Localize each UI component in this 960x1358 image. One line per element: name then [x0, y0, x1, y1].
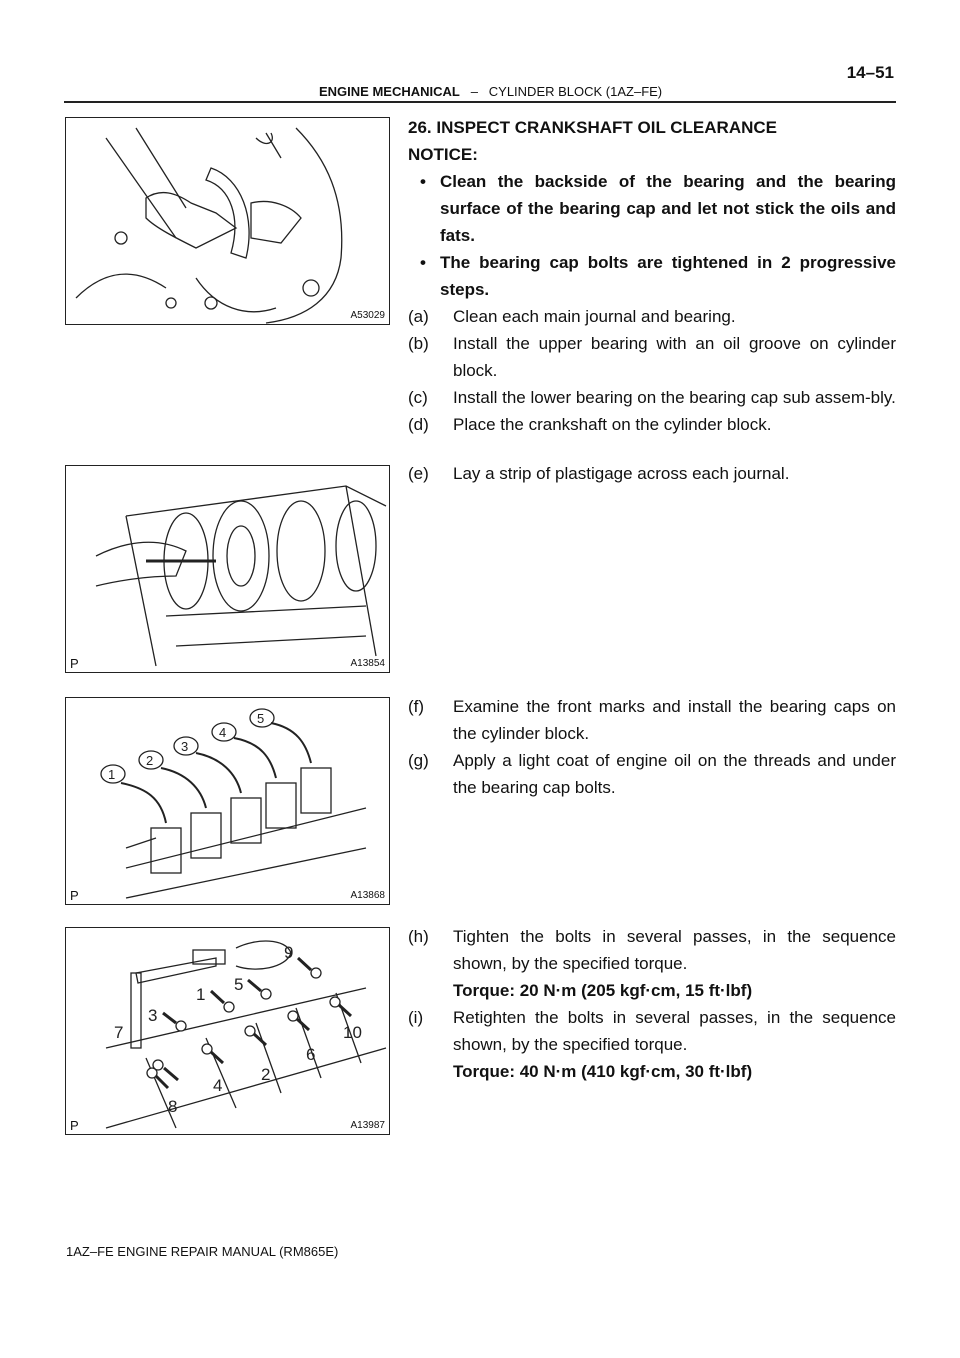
torque-spec: Torque: 40 N·m (410 kgf·cm, 30 ft·lbf): [453, 1062, 753, 1081]
callout-4: 4: [219, 725, 227, 740]
figure-mark: P: [70, 888, 79, 903]
page-number: 14–51: [846, 63, 894, 82]
cap-number-callouts: [101, 709, 274, 783]
figure-bearing-clean: [65, 117, 390, 325]
callout-5: 5: [257, 711, 265, 726]
subsection-title: CYLINDER BLOCK (1AZ–FE): [488, 84, 663, 99]
figure-mark: P: [70, 1118, 79, 1133]
figure-plastigage: [65, 465, 390, 673]
bearing-illustration: [66, 118, 389, 324]
figure-mark: P: [70, 656, 79, 671]
substeps-f-g: [408, 693, 896, 801]
substep-d: (d) Place the crankshaft on the cylinder block.: [408, 415, 772, 434]
substep-g: (g) Apply a light coat of engine oil on the threads and under the bearing cap bolts.: [408, 751, 896, 797]
figure-bearing-caps: [65, 697, 390, 905]
bolt-sequence-illustration: [66, 928, 389, 1134]
bolt-number-6: 6: [306, 1045, 316, 1064]
figure-code: A13868: [350, 890, 385, 901]
header-rule: [64, 101, 896, 103]
step-26-block: [408, 114, 896, 438]
substep-e: (e) Lay a strip of plastigage across each journal.: [408, 464, 790, 483]
plastigage-illustration: [66, 466, 389, 672]
header-separator: –: [470, 84, 478, 99]
page-footer: 1AZ–FE ENGINE REPAIR MANUAL (RM865E): [66, 1244, 339, 1259]
bolt-number-2: 2: [261, 1065, 271, 1084]
bolt-number-7: 7: [114, 1023, 124, 1042]
substeps-h-i: [408, 923, 896, 1085]
torque-spec: Torque: 20 N·m (205 kgf·cm, 15 ft·lbf): [453, 981, 753, 1000]
substep-c: (c) Install the lower bearing on the bearing cap sub assem-bly.: [408, 388, 896, 407]
substep-b: (b) Install the upper bearing with an oil groove on cylinder block.: [408, 334, 896, 380]
bolt-number-10: 10: [343, 1023, 362, 1042]
figure-code: A13854: [350, 658, 385, 669]
notice-label: NOTICE:: [408, 145, 478, 164]
callout-2: 2: [146, 753, 154, 768]
figure-code: A53029: [350, 310, 385, 321]
bearing-caps-illustration: [66, 698, 389, 904]
bolt-number-3: 3: [148, 1006, 158, 1025]
substep-i: (i) Retighten the bolts in several passes, in the sequence shown, by the specified torque. Torque: 40 N·m (410 kgf·cm, 30 ft·lbf): [408, 1008, 896, 1081]
section-title: ENGINE MECHANICAL: [319, 84, 460, 99]
bolt-number-4: 4: [213, 1076, 223, 1095]
bolt-number-1: 1: [196, 985, 206, 1004]
substep-h: (h) Tighten the bolts in several passes, in the sequence shown, by the specified torque. Torque: 20 N·m (205 kgf·cm, 15 ft·lbf): [408, 927, 896, 1000]
bolt-number-8: 8: [168, 1097, 178, 1116]
figure-code: A13987: [350, 1120, 385, 1131]
figure-bolt-sequence: [65, 927, 390, 1135]
callout-1: 1: [108, 767, 116, 782]
bolt-number-9: 9: [284, 943, 294, 962]
substep-a: (a) Clean each main journal and bearing.: [408, 307, 736, 326]
bolt-number-5: 5: [234, 975, 244, 994]
step-title: 26. INSPECT CRANKSHAFT OIL CLEARANCE: [408, 118, 777, 137]
notice-item: • The bearing cap bolts are tightened in 2 progressive steps.: [420, 253, 896, 299]
substep-f: (f) Examine the front marks and install the bearing caps on the cylinder block.: [408, 697, 896, 743]
callout-3: 3: [181, 739, 189, 754]
notice-item: • Clean the backside of the bearing and the bearing surface of the bearing cap and let not stick the oils and fats.: [420, 172, 896, 245]
running-header: [319, 84, 662, 99]
